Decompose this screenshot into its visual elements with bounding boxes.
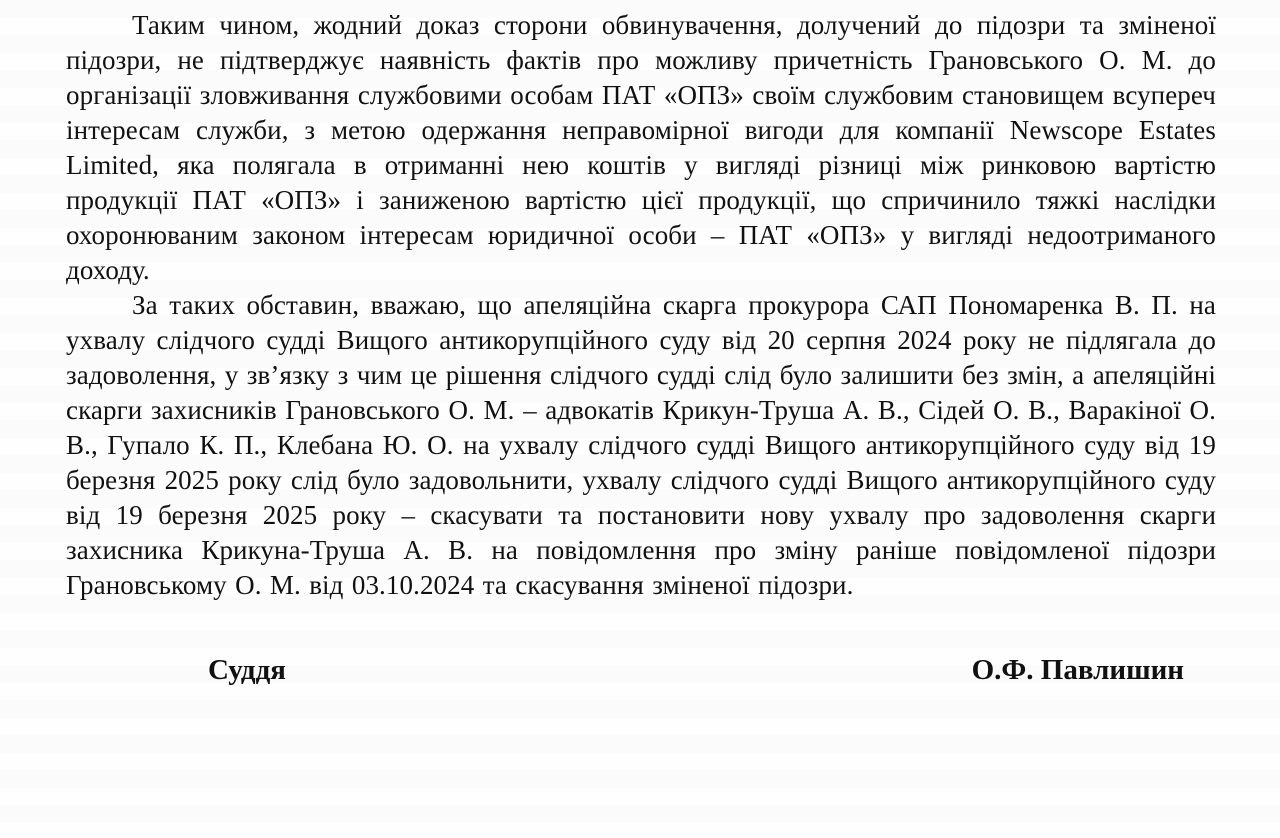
signature-name: О.Ф. Павлишин <box>971 654 1184 686</box>
signature-row <box>66 653 1216 688</box>
signature-role: Суддя <box>208 654 286 686</box>
body-paragraph-ruling: За таких обставин, вважаю, що апеляційна скарга прокурора САП Пономаренка В. П. на ухвалу слідчого судді Вищого антикорупційного суду від 20 серпня 2024 року не підлягала до задоволення, у зв’язку з чим це рішення слідчого судді слід було залишити без змін, а апеляційні скарги захисників Грановського О. М. – адвокатів Крикун-Труша А. В., Сідей О. В., Варакіної О. В., Гупало К. П., Клебана Ю. О. на ухвалу слідчого судді Вищого антикорупційного суду від 19 березня 2025 року слід було задовольнити, ухвалу слідчого судді Вищого антикорупційного суду від 19 березня 2025 року – скасувати та постановити нову ухвалу про задоволення скарги захисника Крикуна-Труша А. В. на повідомлення про зміну раніше повідомленої підозри Грановському О. М. від 03.10.2024 та скасування зміненої підозри. <box>66 290 1216 600</box>
body-paragraph-conclusion: Таким чином, жодний доказ сторони обвинувачення, долучений до підозри та зміненої підозри, не підтверджує наявність фактів про можливу причетність Грановського О. М. до організації зловживання службовими особам ПАТ «ОПЗ» своїм службовим становищем всупереч інтересам служби, з метою одержання неправомірної вигоди для компанії Newscope Estates Limited, яка полягала в отриманні нею коштів у вигляді різниці між ринковою вартістю продукції ПАТ «ОПЗ» і заниженою вартістю цієї продукції, що спричинило тяжкі наслідки охоронюваним законом інтересам юридичної особи – ПАТ «ОПЗ» у вигляді недоотриманого доходу. <box>66 10 1216 285</box>
